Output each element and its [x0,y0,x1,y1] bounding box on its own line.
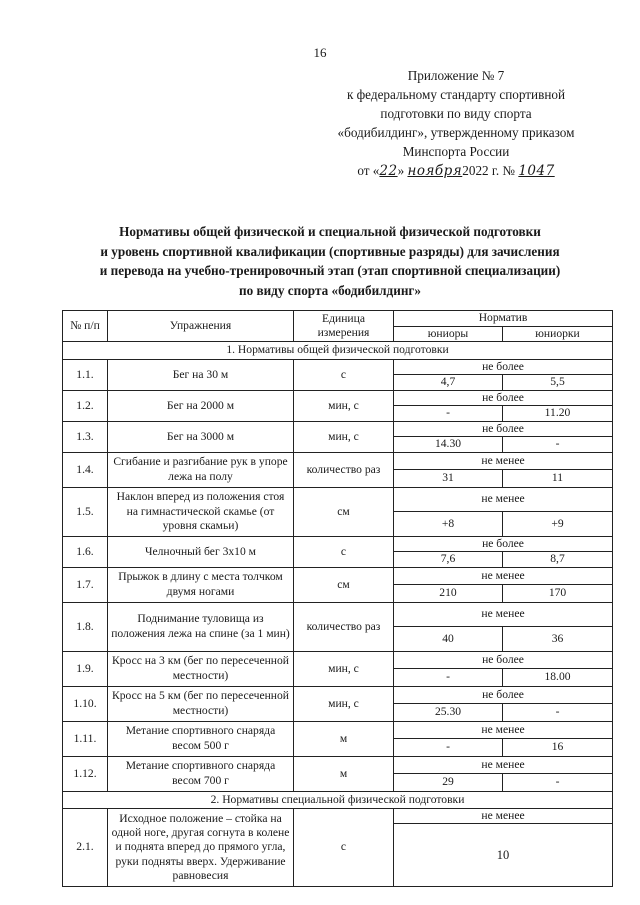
row-unit: с [294,359,394,390]
row-condition: не менее [394,721,613,739]
appendix-line: к федеральному стандарту спортивной [346,87,566,102]
row-number: 2.1. [63,808,108,886]
value-juniors-male: 14.30 [394,437,503,453]
appendix-line: подготовки по виду спорта [380,106,532,121]
date-prefix: от « [357,163,380,178]
table-row [63,756,613,774]
value-juniors-male: - [394,406,503,422]
row-condition: не менее [394,452,613,470]
row-number: 1.12. [63,756,108,791]
value-juniors-female: +9 [503,512,613,537]
table-row [63,651,613,669]
value-juniors-male: 7,6 [394,552,503,568]
value-juniors-female: 18.00 [503,669,613,687]
standards-table [62,310,613,887]
appendix-line: «бодибилдинг», утвержденному приказом [337,125,575,140]
row-condition: не менее [394,567,613,585]
row-exercise: Прыжок в длину с места толчком двумя ногами [108,567,294,602]
header-unit: Единица измерения [294,311,394,342]
row-number: 1.6. [63,536,108,567]
row-condition: не более [394,686,613,704]
header-norm: Норматив [394,311,613,327]
row-exercise: Поднимание туловища из положения лежа на спине (за 1 мин) [108,602,294,651]
appendix-header [300,66,612,181]
title-line: Нормативы общей физической и специальной физической подготовки [119,224,541,239]
table-header-row [63,311,613,327]
row-condition: не более [394,359,613,375]
date-close-quote: » [397,163,405,178]
table-row [63,567,613,585]
value-juniors-male: +8 [394,512,503,537]
row-condition: не менее [394,487,613,512]
value-juniors-male: 31 [394,470,503,488]
row-condition: не менее [394,602,613,627]
value-juniors-female: - [503,774,613,792]
value-juniors-female: 8,7 [503,552,613,568]
row-unit: количество раз [294,452,394,487]
value-juniors-female: 16 [503,739,613,757]
row-exercise: Метание спортивного снаряда весом 500 г [108,721,294,756]
row-unit: м [294,756,394,791]
table-row [63,686,613,704]
row-exercise: Наклон вперед из положения стоя на гимнастической скамье (от уровня скамьи) [108,487,294,536]
row-unit: см [294,567,394,602]
value-juniors-male: - [394,669,503,687]
row-unit: см [294,487,394,536]
value-juniors-female: 170 [503,585,613,603]
table-row [63,487,613,512]
value-juniors-male: 40 [394,627,503,652]
value-juniors-male: 4,7 [394,375,503,391]
row-unit: мин, с [294,651,394,686]
value-juniors-female: - [503,704,613,722]
row-exercise: Кросс на 5 км (бег по пересеченной местности) [108,686,294,721]
row-unit: с [294,536,394,567]
table-row [63,536,613,552]
table-row [63,390,613,406]
table-row [63,359,613,375]
title-line: и уровень спортивной квалификации (спортивные разряды) для зачисления [100,243,560,259]
row-exercise: Бег на 3000 м [108,421,294,452]
handwritten-order-number: 1047 [518,163,555,179]
title-line: по виду спорта «бодибилдинг» [238,282,422,298]
row-exercise: Метание спортивного снаряда весом 700 г [108,756,294,791]
section-row [63,791,613,808]
value-juniors-male: 25.30 [394,704,503,722]
row-unit: количество раз [294,602,394,651]
row-condition: не менее [394,808,613,823]
row-exercise: Сгибание и разгибание рук в упоре лежа на полу [108,452,294,487]
row-number: 1.8. [63,602,108,651]
header-exercise: Упражнения [108,311,294,342]
handwritten-month: ноября [407,163,463,179]
title-line: и перевода на учебно-тренировочный этап (этап спортивной специализации) [99,263,561,278]
row-unit: мин, с [294,390,394,421]
header-juniors-male: юниоры [394,326,503,342]
row-unit: м [294,721,394,756]
table-row [63,602,613,627]
table-row [63,721,613,739]
value-juniors-male: 29 [394,774,503,792]
order-year: 2022 г. № [462,163,516,178]
row-number: 1.11. [63,721,108,756]
row-unit: мин, с [294,421,394,452]
table-row [63,808,613,823]
row-unit: с [294,808,394,886]
value-juniors-female: 5,5 [503,375,613,391]
row-number: 1.5. [63,487,108,536]
appendix-line: Приложение № 7 [407,68,505,83]
row-number: 1.4. [63,452,108,487]
appendix-line: Минспорта России [402,144,510,159]
row-condition: не более [394,421,613,437]
row-condition: не более [394,651,613,669]
handwritten-day: 22 [379,163,398,179]
value-juniors-female: 36 [503,627,613,652]
header-juniors-female: юниорки [503,326,613,342]
row-unit: мин, с [294,686,394,721]
document-title [50,222,610,300]
section-title: 2. Нормативы специальной физической подготовки [63,791,613,808]
value-juniors-male: 210 [394,585,503,603]
section-row [63,342,613,359]
section-title: 1. Нормативы общей физической подготовки [63,342,613,359]
row-exercise: Бег на 30 м [108,359,294,390]
row-number: 1.7. [63,567,108,602]
header-num: № п/п [63,311,108,342]
row-number: 1.3. [63,421,108,452]
page-number: 16 [313,45,327,60]
row-number: 1.1. [63,359,108,390]
table-row [63,421,613,437]
row-exercise: Бег на 2000 м [108,390,294,421]
table-row [63,452,613,470]
value-juniors-female: - [503,437,613,453]
value-both: 10 [394,824,613,887]
value-juniors-female: 11 [503,470,613,488]
row-condition: не менее [394,756,613,774]
row-exercise: Исходное положение – стойка на одной ноге, другая согнута в колене и поднята вперед до прямого угла, руки подняты вверх. Удерживание равновесия [108,808,294,886]
row-number: 1.10. [63,686,108,721]
value-juniors-female: 11.20 [503,406,613,422]
value-juniors-male: - [394,739,503,757]
row-exercise: Кросс на 3 км (бег по пересеченной местности) [108,651,294,686]
row-number: 1.2. [63,390,108,421]
row-exercise: Челночный бег 3x10 м [108,536,294,567]
row-condition: не более [394,536,613,552]
row-number: 1.9. [63,651,108,686]
order-date-line [300,161,612,181]
row-condition: не более [394,390,613,406]
